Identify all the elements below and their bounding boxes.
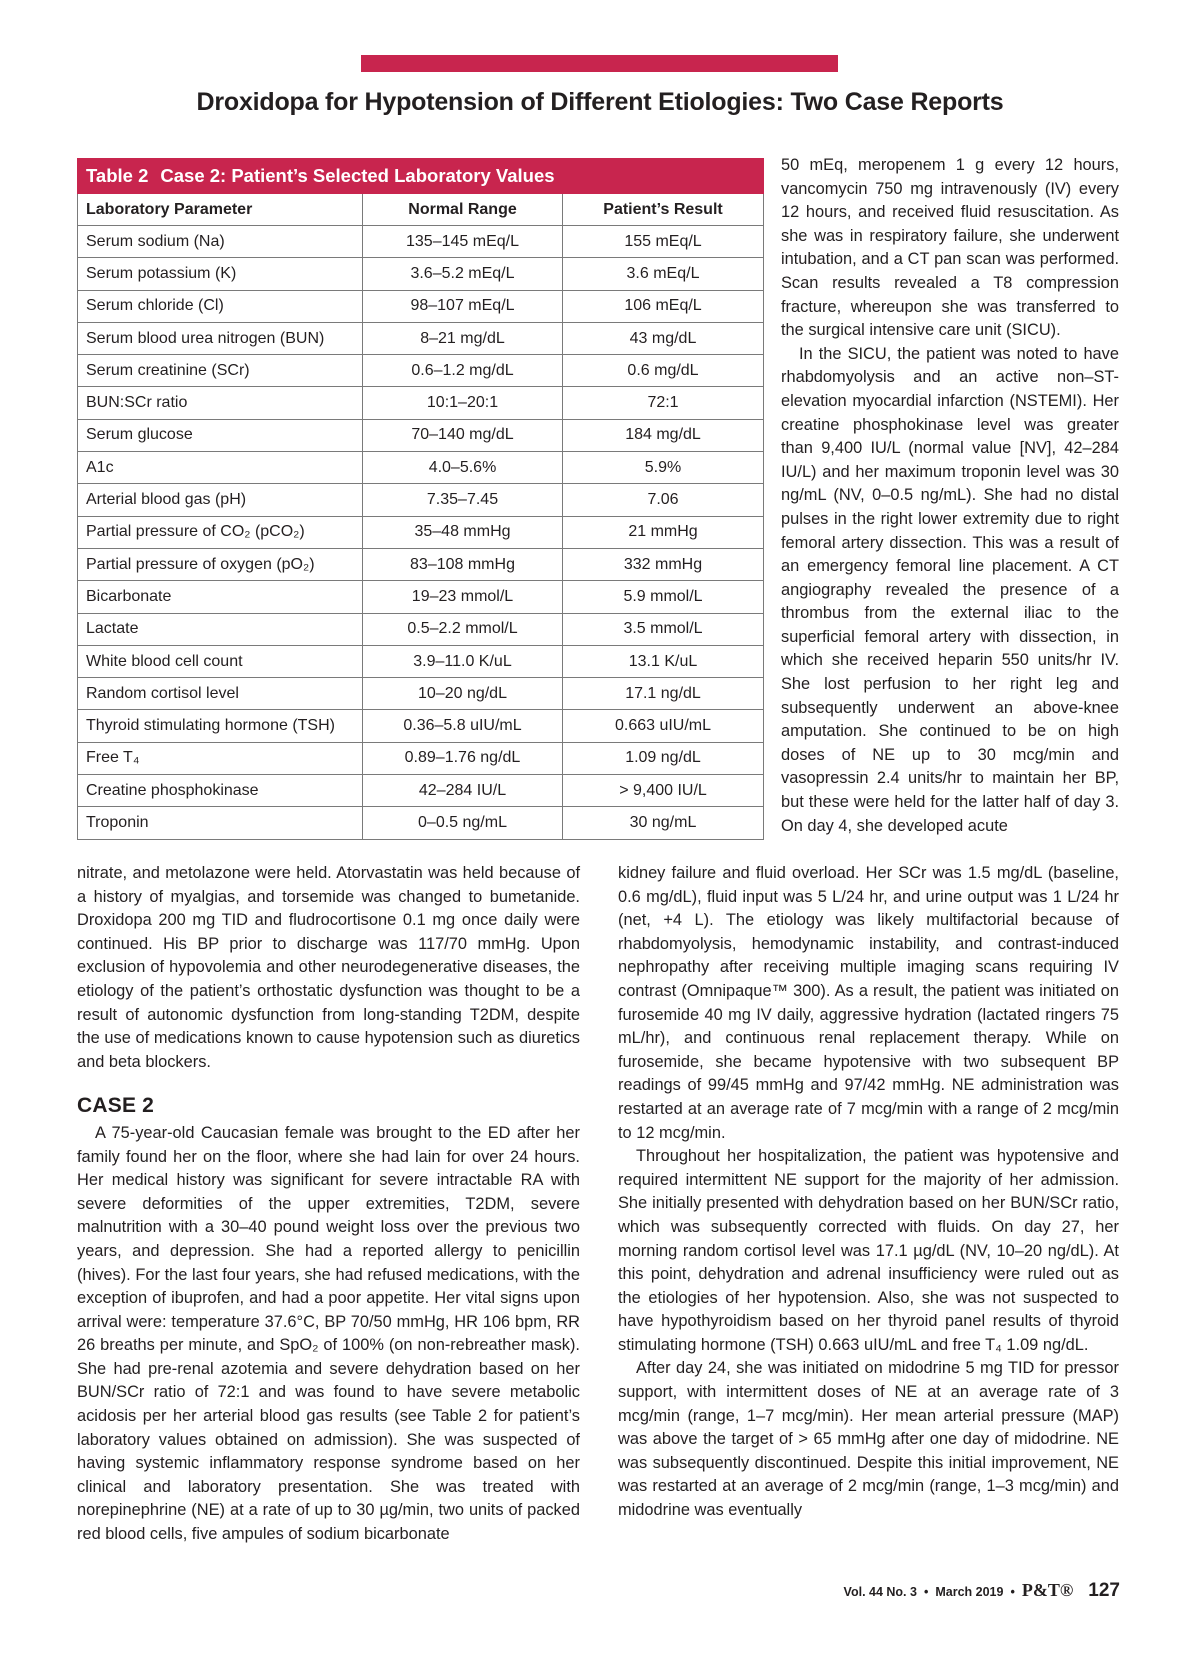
paragraph: Throughout her hospitalization, the patient was hypotensive and required intermittent NE support for the majority of her admission. She initially presented with dehydration based on her BUN/SCr ratio, which was subsequently corrected with fluids. On day 27, her morning random cortisol level was 17.1 µg/dL (NV, 10–20 ng/dL). At this point, dehydration and adrenal insufficiency were ruled out as the etiologies of her hypotension. Also, she was not suspected to have hypothyroidism based on her thyroid panel results of thyroid stimulating hormone (TSH) 0.663 uIU/mL and free T₄ 1.09 ng/dL. [618, 1147, 1119, 1354]
cell-parameter: Partial pressure of CO₂ (pCO₂) [78, 516, 363, 548]
cell-parameter: White blood cell count [78, 645, 363, 677]
cell-parameter: Serum chloride (Cl) [78, 290, 363, 322]
table-row [78, 419, 764, 451]
cell-patient-result: 17.1 ng/dL [563, 678, 764, 710]
paragraph: nitrate, and metolazone were held. Atorvastatin was held because of a history of myalgias, and torsemide was changed to bumetanide. Droxidopa 200 mg TID and fludrocortisone 0.1 mg once daily were continued. His BP prior to discharge was 117/70 mmHg. Upon exclusion of hypovolemia and other neurodegenerative diseases, the etiology of the patient’s orthostatic dysfunction was thought to be a result of autonomic dysfunction from long-standing T2DM, despite the use of medications known to cause hypotension such as diuretics and beta blockers. [77, 864, 580, 1071]
cell-patient-result: 184 mg/dL [563, 419, 764, 451]
cell-normal-range: 8–21 mg/dL [363, 322, 563, 354]
cell-normal-range: 19–23 mmol/L [363, 581, 563, 613]
journal-name: P&T® [1021, 1580, 1074, 1600]
cell-normal-range: 135–145 mEq/L [363, 226, 563, 258]
footer-bullet: • [1010, 1585, 1015, 1599]
cell-normal-range: 0.89–1.76 ng/dL [363, 742, 563, 774]
cell-parameter: Serum glucose [78, 419, 363, 451]
paragraph: In the SICU, the patient was noted to have rhabdomyolysis and an active non–ST-elevation myocardial infarction (NSTEMI). Her creatine phosphokinase level was greater than 9,400 IU/L (normal value [NV], 42–284 IU/L) and her maximum troponin level was 30 ng/mL (NV, 0–0.5 ng/mL). She had no distal pulses in the right lower extremity due to right femoral artery dissection. This was a result of an emergency femoral line placement. A CT angiography revealed the presence of a thrombus from the external iliac to the superficial femoral artery with dissection, in which she received heparin 550 units/hr IV. She lost perfusion to her right leg and subsequently underwent an above-knee amputation. She continued to be on high doses of NE up to 30 mcg/min and vasopressin 2.4 units/hr to maintain her BP, but these were held for the latter half of day 3. On day 4, she developed acute [781, 344, 1119, 835]
cell-normal-range: 3.6–5.2 mEq/L [363, 258, 563, 290]
cell-patient-result: 7.06 [563, 484, 764, 516]
table-row [78, 742, 764, 774]
cell-parameter: Arterial blood gas (pH) [78, 484, 363, 516]
cell-normal-range: 3.9–11.0 K/uL [363, 645, 563, 677]
cell-patient-result: 0.663 uIU/mL [563, 710, 764, 742]
paragraph: kidney failure and fluid overload. Her SCr was 1.5 mg/dL (baseline, 0.6 mg/dL), fluid input was 5 L/24 hr, and urine output was 1 L/24 hr (net, +4 L). The etiology was likely multifactorial because of rhabdomyolysis, hemodynamic instability, and contrast-induced nephropathy after receiving multiple imaging scans requiring IV contrast (Omnipaque™ 300). As a result, the patient was initiated on furosemide 40 mg IV daily, aggressive hydration (lactated ringers 75 mL/hr), and continuous renal replacement therapy. While on furosemide, she became hypotensive with two subsequent BP readings of 99/45 mmHg and 97/42 mmHg. NE administration was restarted at an average rate of 7 mcg/min with a range of 2 mcg/min to 12 mcg/min. [618, 864, 1119, 1142]
cell-parameter: Random cortisol level [78, 678, 363, 710]
paragraph: After day 24, she was initiated on midodrine 5 mg TID for pressor support, with intermittent doses of NE at an average rate of 3 mcg/min (range, 1–7 mcg/min). Her mean arterial pressure (MAP) was above the target of > 65 mmHg after one day of midodrine. NE was subsequently discontinued. Despite this initial improvement, NE was restarted at an average of 2 mcg/min (range, 1–3 mcg/min) and midodrine was eventually [618, 1359, 1119, 1520]
table-row [78, 355, 764, 387]
cell-normal-range: 98–107 mEq/L [363, 290, 563, 322]
cell-normal-range: 4.0–5.6% [363, 452, 563, 484]
cell-patient-result: 155 mEq/L [563, 226, 764, 258]
cell-parameter: Free T₄ [78, 742, 363, 774]
table-row [78, 581, 764, 613]
cell-patient-result: 332 mmHg [563, 548, 764, 580]
cell-parameter: Serum sodium (Na) [78, 226, 363, 258]
paragraph: 50 mEq, meropenem 1 g every 12 hours, vancomycin 750 mg intravenously (IV) every 12 hours, and received fluid resuscitation. As she was in respiratory failure, she underwent intubation, and a CT pan scan was performed. Scan results revealed a T8 compression fracture, whereupon she was transferred to the surgical intensive care unit (SICU). [781, 156, 1119, 340]
cell-patient-result: 43 mg/dL [563, 322, 764, 354]
footer-date: March 2019 [935, 1585, 1004, 1599]
table-header-row [78, 194, 764, 226]
cell-normal-range: 83–108 mmHg [363, 548, 563, 580]
cell-normal-range: 0.36–5.8 uIU/mL [363, 710, 563, 742]
cell-parameter: A1c [78, 452, 363, 484]
cell-normal-range: 0.5–2.2 mmol/L [363, 613, 563, 645]
cell-normal-range: 0–0.5 ng/mL [363, 807, 563, 839]
cell-normal-range: 42–284 IU/L [363, 775, 563, 807]
table-caption [78, 159, 764, 194]
cell-patient-result: 21 mmHg [563, 516, 764, 548]
cell-normal-range: 70–140 mg/dL [363, 419, 563, 451]
cell-parameter: Lactate [78, 613, 363, 645]
table-row [78, 452, 764, 484]
footer-bullet: • [923, 1585, 929, 1599]
cell-patient-result: 1.09 ng/dL [563, 742, 764, 774]
cell-patient-result: 30 ng/mL [563, 807, 764, 839]
section-heading-case-2: CASE 2 [77, 1094, 155, 1118]
cell-patient-result: 3.6 mEq/L [563, 258, 764, 290]
cell-normal-range: 35–48 mmHg [363, 516, 563, 548]
cell-normal-range: 0.6–1.2 mg/dL [363, 355, 563, 387]
cell-parameter: Serum potassium (K) [78, 258, 363, 290]
cell-normal-range: 7.35–7.45 [363, 484, 563, 516]
article-title: Droxidopa for Hypotension of Different Etiologies: Two Case Reports [196, 88, 1004, 116]
cell-parameter: Serum creatinine (SCr) [78, 355, 363, 387]
table-row [78, 322, 764, 354]
header-patient-result: Patient’s Result [563, 194, 764, 226]
cell-parameter: Partial pressure of oxygen (pO₂) [78, 548, 363, 580]
page-number: 127 [1088, 1580, 1120, 1601]
paragraph: A 75-year-old Caucasian female was brought to the ED after her family found her on the floor, where she had lain for over 24 hours. Her medical history was significant for severe intractable RA with severe deformities of the upper extremities, T2DM, severe malnutrition with a 30–40 pound weight loss over the previous two years, and depression. She had a reported allergy to penicillin (hives). For the last four years, she had refused medications, with the exception of ibuprofen, and had a poor appetite. Her vital signs upon arrival were: temperature 37.6°C, BP 70/50 mmHg, HR 106 bpm, RR 26 breaths per minute, and SpO₂ of 100% (on non-rebreather mask). She had pre-renal azotemia and severe dehydration based on her BUN/SCr ratio of 72:1 and was found to have severe metabolic acidosis per her arterial blood gas results (see Table 2 for patient’s laboratory values obtained on admission). She was suspected of having systemic inflammatory response syndrome based on her clinical and laboratory presentation. She was treated with norepinephrine (NE) at a rate of up to 30 µg/min, two units of packed red blood cells, five ampules of sodium bicarbonate [77, 1123, 580, 1544]
cell-patient-result: 13.1 K/uL [563, 645, 764, 677]
table-row [78, 226, 764, 258]
cell-parameter: Creatine phosphokinase [78, 775, 363, 807]
table-row [78, 645, 764, 677]
table-row [78, 710, 764, 742]
table-row [78, 258, 764, 290]
cell-normal-range: 10–20 ng/dL [363, 678, 563, 710]
cell-patient-result: 72:1 [563, 387, 764, 419]
table-row [78, 807, 764, 839]
cell-patient-result: 106 mEq/L [563, 290, 764, 322]
table-label: Table 2 [86, 165, 149, 186]
cell-parameter: BUN:SCr ratio [78, 387, 363, 419]
cell-parameter: Thyroid stimulating hormone (TSH) [78, 710, 363, 742]
table-row [78, 548, 764, 580]
table-row [78, 678, 764, 710]
left-column [77, 862, 580, 1547]
header-normal-range: Normal Range [363, 194, 563, 226]
cell-patient-result: 3.5 mmol/L [563, 613, 764, 645]
lab-values-table [77, 158, 764, 840]
table-row [78, 290, 764, 322]
header-accent-bar [361, 55, 838, 72]
cell-patient-result: 5.9 mmol/L [563, 581, 764, 613]
table-row [78, 484, 764, 516]
page-footer [844, 1580, 1120, 1602]
cell-normal-range: 10:1–20:1 [363, 387, 563, 419]
cell-patient-result: > 9,400 IU/L [563, 775, 764, 807]
table-row [78, 775, 764, 807]
right-column-top [781, 154, 1119, 838]
cell-parameter: Serum blood urea nitrogen (BUN) [78, 322, 363, 354]
header-parameter: Laboratory Parameter [78, 194, 363, 226]
table-row [78, 516, 764, 548]
table-row [78, 613, 764, 645]
right-column [618, 862, 1119, 1523]
cell-parameter: Troponin [78, 807, 363, 839]
cell-patient-result: 5.9% [563, 452, 764, 484]
footer-volume: Vol. 44 No. 3 [843, 1585, 917, 1599]
cell-parameter: Bicarbonate [78, 581, 363, 613]
table-row [78, 387, 764, 419]
cell-patient-result: 0.6 mg/dL [563, 355, 764, 387]
table-caption-text: Case 2: Patient’s Selected Laboratory Values [160, 165, 555, 186]
